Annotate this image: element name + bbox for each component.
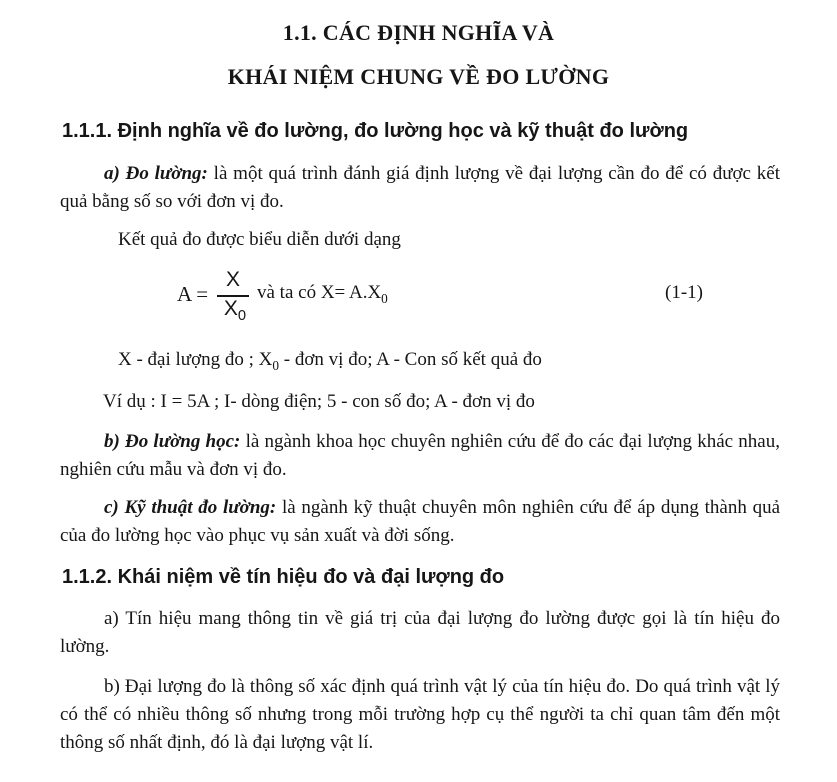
result-intro: Kết quả đo được biểu diễn dưới dạng (118, 229, 401, 250)
symbol-legend: X - đại lượng đo ; $X_0$ - đơn vị đo; A - Con số kết quả đo (118, 349, 542, 373)
paragraph-c (60, 494, 780, 550)
formula-lhs: A = (177, 282, 209, 306)
paragraph-c-text: là ngành kỹ thuật chuyên môn nghiên cứu để áp dụng thành quả của đo lường học vào phục vụ sản xuất và đời sống. (60, 497, 780, 546)
section-heading-1-1-2: 1.1.2. Khái niệm về tín hiệu đo và đại lượng đo (62, 566, 505, 588)
paragraph-a-lead: a) Đo lường: (104, 163, 208, 184)
paragraph-b (60, 428, 780, 484)
paragraph-2a: a) Tín hiệu mang thông tin về giá trị của đại lượng đo lường được gọi là tín hiệu đo lường. (60, 608, 780, 657)
paragraph-2b: b) Đại lượng đo là thông số xác định quá trình vật lý của tín hiệu đo. Do quá trình vật lý có thể có nhiều thông số nhưng trong mỗi trường hợp cụ thể người ta chỉ quan tâm đến một thông số nhất định, đó là đại lượng vật lí. (60, 676, 780, 753)
section-heading-1-1-1: 1.1.1. Định nghĩa về đo lường, đo lường học và kỹ thuật đo lường (62, 120, 689, 142)
paragraph-a (60, 160, 780, 216)
example-line: Ví dụ : I = 5A ; I- dòng điện; 5 - con số đo; A - đơn vị đo (103, 391, 535, 412)
paragraph-c-lead: c) Kỹ thuật đo lường: (104, 497, 277, 518)
chapter-title-line1: 1.1. CÁC ĐỊNH NGHĨA VÀ (282, 20, 555, 45)
paragraph-a-text: là một quá trình đánh giá định lượng về đại lượng cần đo để có được kết quả bằng số so với đơn vị đo. (60, 163, 780, 212)
formula-1-1 (177, 268, 717, 324)
formula-middle: và ta có $X= A.X_0$ (257, 282, 388, 306)
formula-denominator: $X_0$ (223, 297, 247, 324)
paragraph-b-lead: b) Đo lường học: (104, 431, 241, 452)
formula-number: (1-1) (665, 282, 703, 303)
chapter-title-line2: KHÁI NIỆM CHUNG VỀ ĐO LƯỜNG (227, 64, 610, 89)
formula-numerator: X (225, 268, 240, 291)
paragraph-b-text: là ngành khoa học chuyên nghiên cứu để đo các đại lượng khác nhau, nghiên cứu mẫu và đơn vị đo. (60, 431, 780, 480)
